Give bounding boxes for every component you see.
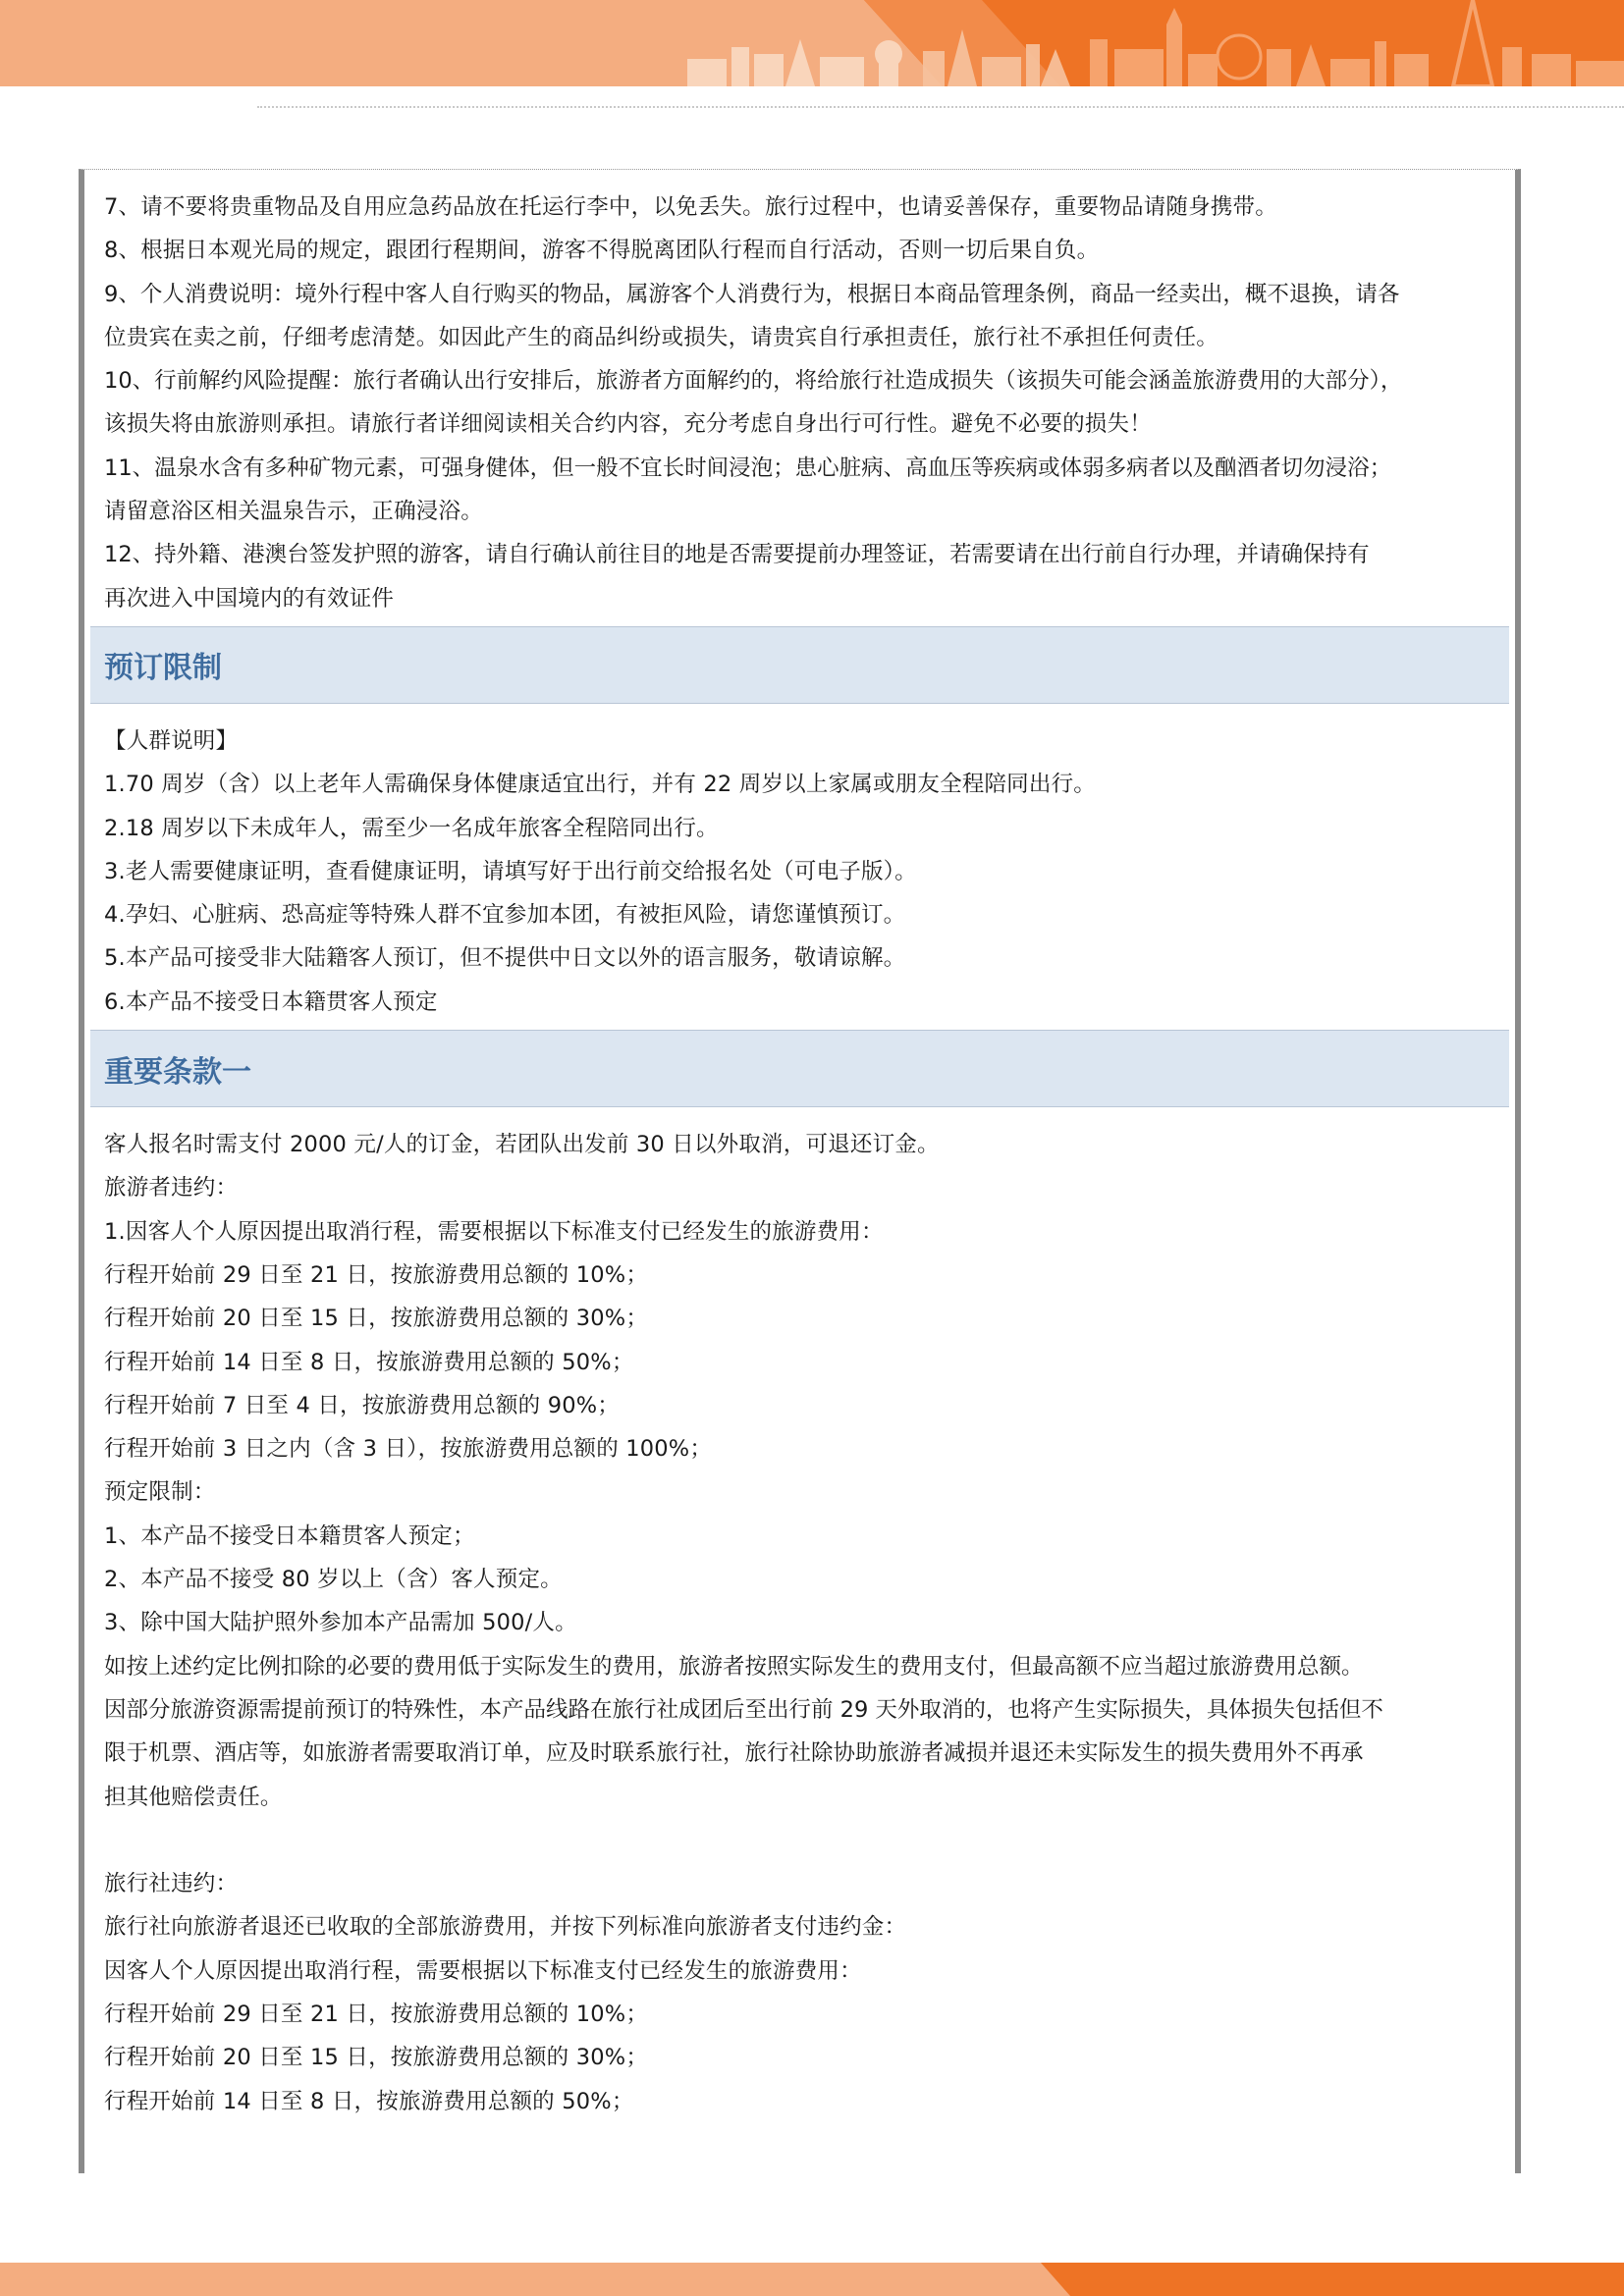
terms-line: 3、除中国大陆护照外参加本产品需加 500/人。 <box>104 1610 577 1636</box>
footer-stripe-graphic <box>0 2263 1624 2296</box>
terms-line: 1、本产品不接受日本籍贯客人预定； <box>104 1522 475 1549</box>
header-banner <box>0 0 1624 86</box>
footer-stripe <box>0 2263 1624 2296</box>
note-line: 12、持外籍、港澳台签发护照的游客，请自行确认前往目的地是否需要提前办理签证，若需要请在出行前自行办理，并请确保持有 <box>104 542 1370 568</box>
terms-line: 旅行社向旅游者退还已收取的全部旅游费用，并按下列标准向旅游者支付违约金： <box>104 1914 907 1941</box>
booking-line: 6.本产品不接受日本籍贯客人预定 <box>104 988 438 1015</box>
terms-line: 行程开始前 20 日至 15 日，按旅游费用总额的 30%； <box>104 2045 649 2071</box>
booking-section-heading <box>90 626 1509 704</box>
booking-line: 3.老人需要健康证明，查看健康证明，请填写好于出行前交给报名处（可电子版）。 <box>104 858 917 884</box>
terms-section-title: 重要条款一 <box>104 1054 251 1090</box>
blank-line <box>104 1819 1497 1862</box>
terms-line: 担其他赔偿责任。 <box>104 1784 283 1810</box>
content-panel <box>79 169 1521 2173</box>
booking-line: 【人群说明】 <box>104 727 239 754</box>
terms-line: 预定限制： <box>104 1479 216 1506</box>
note-line: 11、温泉水含有多种矿物元素，可强身健体，但一般不宜长时间浸泡；患心脏病、高血压等疾病或体弱多病者以及酗酒者切勿浸浴； <box>104 454 1392 481</box>
note-line: 8、根据日本观光局的规定，跟团行程期间，游客不得脱离团队行程而自行活动，否则一切后果自负。 <box>104 238 1100 264</box>
note-line: 位贵宾在卖之前，仔细考虑清楚。如因此产生的商品纠纷或损失，请贵宾自行承担责任，旅行社不承担任何责任。 <box>104 324 1219 350</box>
terms-line: 2、本产品不接受 80 岁以上（含）客人预定。 <box>104 1567 563 1593</box>
booking-list <box>90 720 1509 1024</box>
note-line: 该损失将由旅游则承担。请旅行者详细阅读相关合约内容，充分考虑自身出行可行性。避免不必要的损失！ <box>104 411 1152 438</box>
terms-line: 客人报名时需支付 2000 元/人的订金，若团队出发前 30 日以外取消，可退还订金。 <box>104 1132 940 1158</box>
terms-line: 行程开始前 3 日之内（含 3 日），按旅游费用总额的 100%； <box>104 1436 713 1463</box>
terms-line: 行程开始前 14 日至 8 日，按旅游费用总额的 50%； <box>104 2088 634 2114</box>
terms-line: 因客人个人原因提出取消行程，需要根据以下标准支付已经发生的旅游费用： <box>104 1957 862 1984</box>
terms-line: 1.因客人个人原因提出取消行程，需要根据以下标准支付已经发生的旅游费用： <box>104 1218 884 1245</box>
terms-line: 如按上述约定比例扣除的必要的费用低于实际发生的费用，旅游者按照实际发生的费用支付，但最高额不应当超过旅游费用总额。 <box>104 1653 1364 1680</box>
terms-line: 行程开始前 29 日至 21 日，按旅游费用总额的 10%； <box>104 2001 649 2027</box>
terms-line: 行程开始前 29 日至 21 日，按旅游费用总额的 10%； <box>104 1261 649 1288</box>
terms-line: 行程开始前 7 日至 4 日，按旅游费用总额的 90%； <box>104 1392 621 1418</box>
note-line: 10、行前解约风险提醒：旅行者确认出行安排后，旅游者方面解约的，将给旅行社造成损失（该损失可能会涵盖旅游费用的大部分）， <box>104 368 1403 395</box>
booking-line: 1.70 周岁（含）以上老年人需确保身体健康适宜出行，并有 22 周岁以上家属或朋友全程陪同出行。 <box>104 772 1096 798</box>
note-line: 9、个人消费说明：境外行程中客人自行购买的物品，属游客个人消费行为，根据日本商品管理条例，商品一经卖出，概不退换，请各 <box>104 281 1400 307</box>
booking-line: 5.本产品可接受非大陆籍客人预订，但不提供中日文以外的语言服务，敬请谅解。 <box>104 945 906 972</box>
terms-line: 旅游者违约： <box>104 1175 239 1201</box>
terms-line: 旅行社违约： <box>104 1871 239 1897</box>
note-line: 7、请不要将贵重物品及自用应急药品放在托运行李中，以免丢失。旅行过程中，也请妥善保存，重要物品请随身携带。 <box>104 194 1277 220</box>
terms-line: 行程开始前 14 日至 8 日，按旅游费用总额的 50%； <box>104 1349 634 1375</box>
skyline-banner-graphic <box>0 0 1624 86</box>
booking-line: 2.18 周岁以下未成年人，需至少一名成年旅客全程陪同出行。 <box>104 815 719 841</box>
booking-line: 4.孕妇、心脏病、恐高症等特殊人群不宜参加本团，有被拒风险，请您谨慎预订。 <box>104 902 906 929</box>
terms-line: 限于机票、酒店等，如旅游者需要取消订单，应及时联系旅行社，旅行社除协助旅游者减损并退还未实际发生的损失费用外不再承 <box>104 1740 1364 1767</box>
note-line: 请留意浴区相关温泉告示，正确浸浴。 <box>104 499 483 525</box>
terms-section-heading <box>90 1030 1509 1107</box>
note-line: 再次进入中国境内的有效证件 <box>104 585 395 612</box>
header-divider <box>257 106 1624 108</box>
terms-list <box>90 1123 1509 2123</box>
terms-line: 行程开始前 20 日至 15 日，按旅游费用总额的 30%； <box>104 1306 649 1332</box>
booking-section-title: 预订限制 <box>104 651 222 686</box>
notes-list <box>90 186 1509 620</box>
terms-line: 因部分旅游资源需提前预订的特殊性，本产品线路在旅行社成团后至出行前 29 天外取消的，也将产生实际损失，具体损失包括但不 <box>104 1696 1383 1723</box>
